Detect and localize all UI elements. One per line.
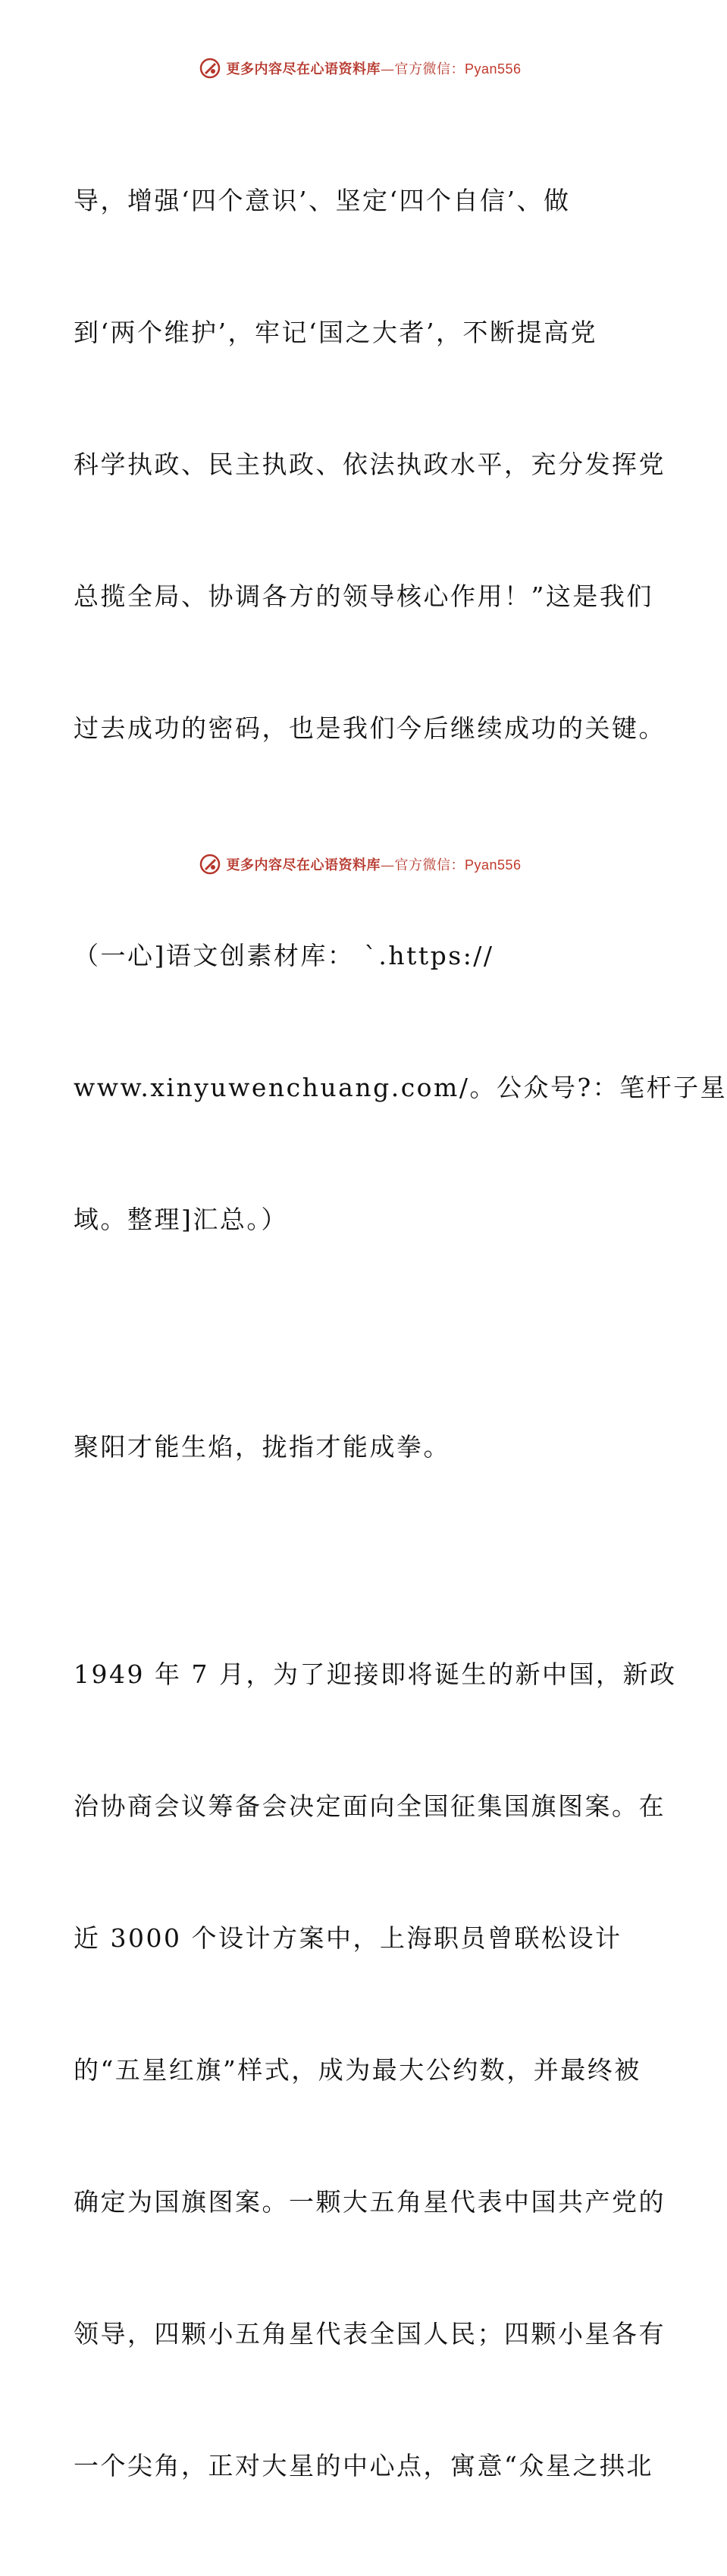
- paragraph-3: [74, 1337, 650, 1557]
- text-line: 的“五星红旗”样式，成为最大公约数，并最终被: [74, 2055, 641, 2085]
- text-line: 域。整理]汇总。）: [74, 1205, 288, 1234]
- text-line: 领导，四颗小五角星代表全国人民；四颗小星各有: [74, 2319, 666, 2349]
- text-line: 一个尖角，正对大星的中心点，寓意“众星之拱北: [74, 2451, 653, 2480]
- paragraph-2: [74, 846, 727, 1330]
- banner-main-text: 更多内容尽在心语资料库: [226, 857, 381, 873]
- paragraph-1: [74, 91, 666, 838]
- banner-wechat-label: 官方微信：: [394, 857, 465, 873]
- text-line: www.xinyuwenchuang.com/。公众号?：笔杆子星: [74, 1073, 727, 1102]
- logo-icon: [199, 853, 221, 876]
- text-line: 治协商会议筹备会决定面向全国征集国旗图案。在: [74, 1791, 666, 1821]
- text-line: 科学执政、民主执政、依法执政水平，充分发挥党: [74, 450, 666, 479]
- text-line: 导，增强‘四个意识’、坚定‘四个自信’、做: [74, 186, 571, 215]
- banner-wechat-label: 官方微信：: [394, 61, 465, 77]
- text-line: 确定为国旗图案。一颗大五角星代表中国共产党的: [74, 2187, 666, 2217]
- text-line: 近 3000 个设计方案中，上海职员曾联松设计: [74, 1923, 622, 1953]
- text-line: 1949 年 7 月，为了迎接即将诞生的新中国，新政: [74, 1659, 677, 1689]
- banner-wechat-id: Pyan556: [464, 61, 522, 77]
- header-banner: [0, 53, 720, 83]
- banner-wechat-id: Pyan556: [464, 857, 522, 873]
- text-line: 过去成功的密码，也是我们今后继续成功的关键。: [74, 713, 666, 743]
- text-line: 到‘两个维护’，牢记‘国之大者’，不断提高党: [74, 318, 597, 347]
- banner-main-text: 更多内容尽在心语资料库: [226, 61, 381, 77]
- banner-separator: —: [380, 857, 395, 873]
- footer-banner: [0, 849, 720, 879]
- text-line: （一心]语文创素材库： `.https://: [74, 941, 494, 970]
- logo-icon: [199, 57, 221, 80]
- text-line: 总揽全局、协调各方的领导核心作用！”这是我们: [74, 581, 653, 611]
- document-body: [74, 91, 727, 2576]
- text-line: 聚阳才能生焰，拢指才能成拳。: [74, 1432, 450, 1462]
- paragraph-4: [74, 1565, 677, 2576]
- banner-separator: —: [380, 61, 395, 77]
